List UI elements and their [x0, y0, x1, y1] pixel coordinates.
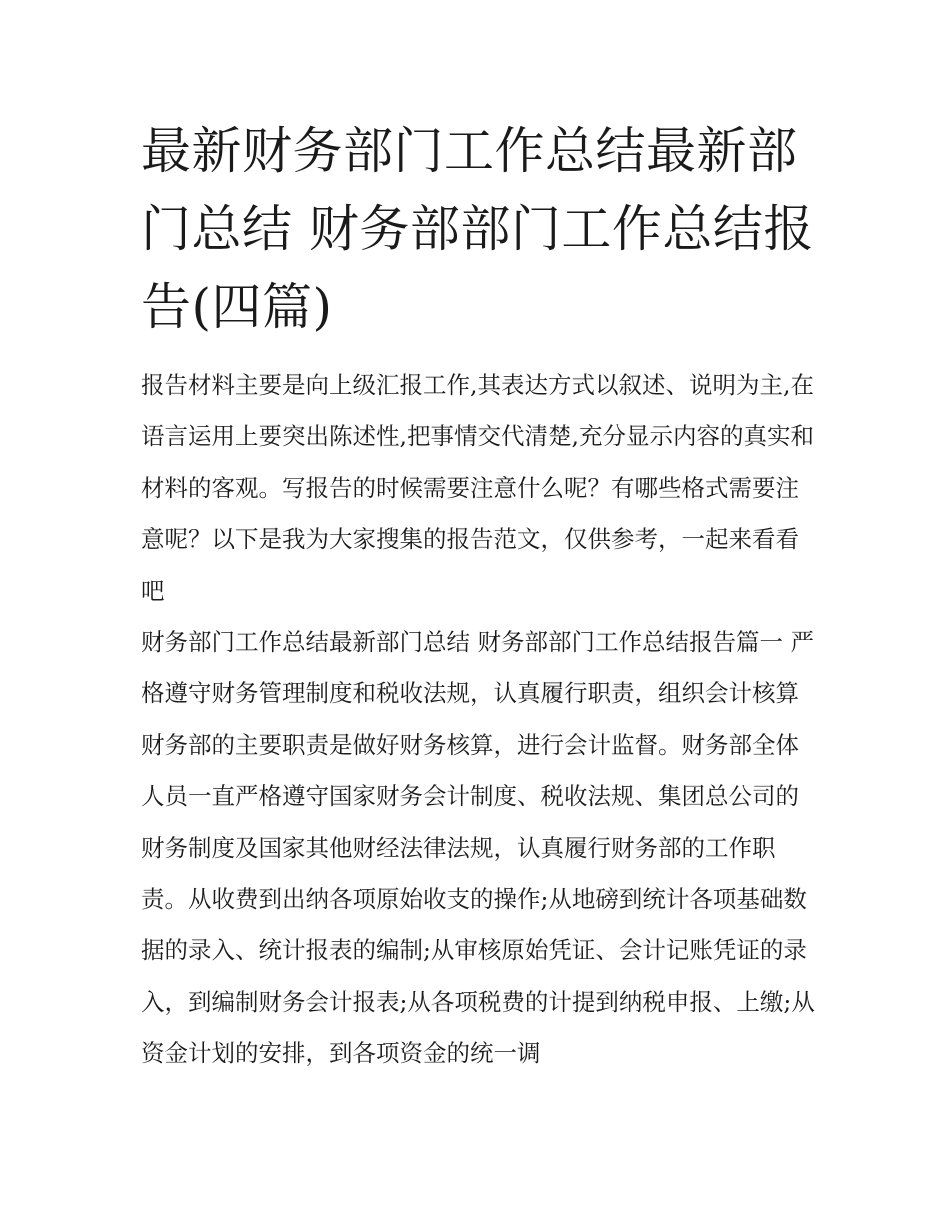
document-title: 最新财务部门工作总结最新部门总结 财务部部门工作总结报告(四篇): [141, 122, 814, 336]
document-body: [141, 360, 820, 1080]
intro-paragraph: 报告材料主要是向上级汇报工作,其表达方式以叙述、说明为主,在语言运用上要突出陈述性,把事情交代清楚,充分显示内容的真实和材料的客观。写报告的时候需要注意什么呢？有哪些格式需要注意呢？以下是我为大家搜集的报告范文，仅供参考，一起来看看吧: [141, 371, 814, 605]
section-heading-paragraph: 财务部门工作总结最新部门总结 财务部部门工作总结报告篇一 严格遵守财务管理制度和税收法规，认真履行职责，组织会计核算: [141, 628, 814, 708]
body-paragraph: 财务部的主要职责是做好财务核算，进行会计监督。财务部全体人员一直严格遵守国家财务会计制度、税收法规、集团总公司的财务制度及国家其他财经法律法规，认真履行财务部的工作职责。从收费到出纳各项原始收支的操作;从地磅到统计各项基础数据的录入、统计报表的编制;从审核原始凭证、会计记账凭证的录入，到编制财务会计报表;从各项税费的计提到纳税申报、上缴;从资金计划的安排，到各项资金的统一调: [141, 730, 815, 1068]
